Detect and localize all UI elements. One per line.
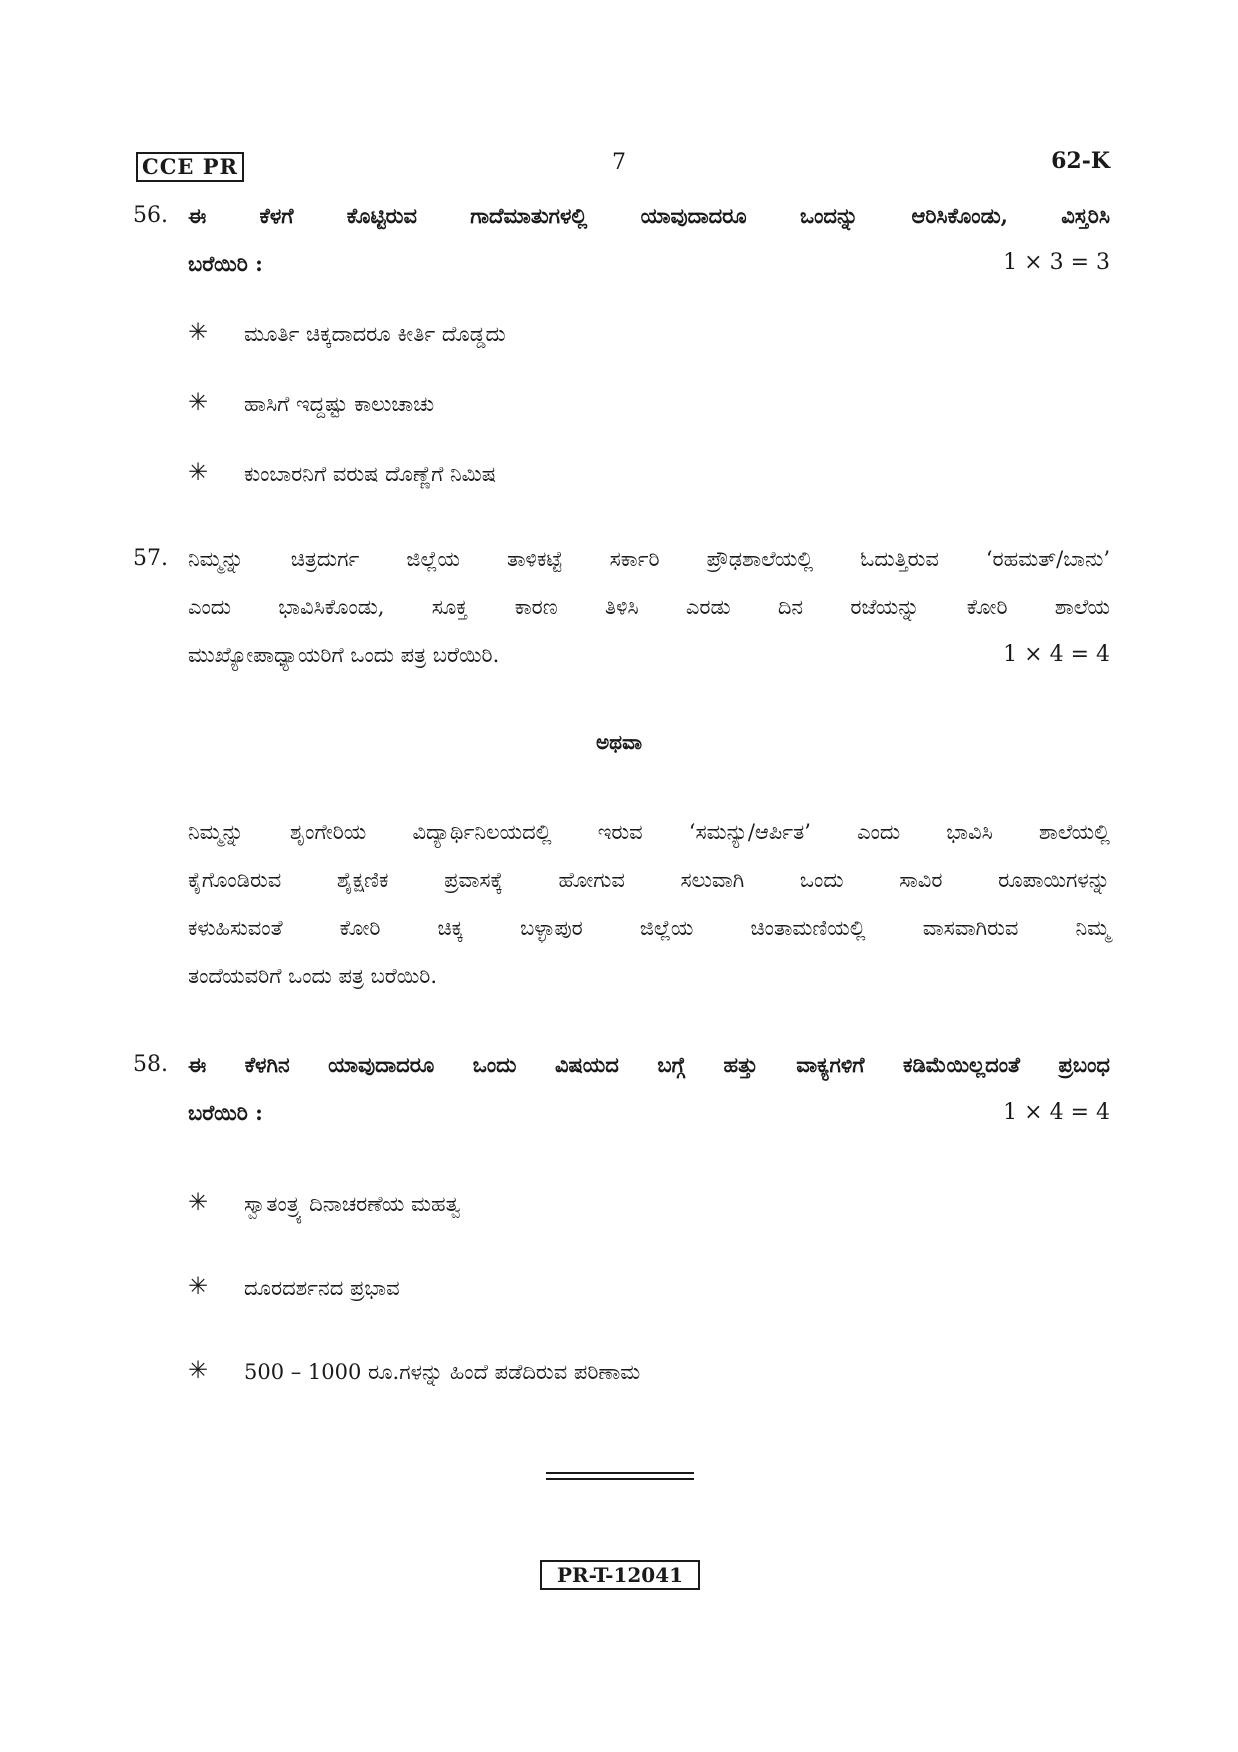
header-series-box: CCE PR bbox=[136, 152, 244, 182]
q56-item-2: ಹಾಸಿಗೆ ಇದ್ದಷ್ಟು ಕಾಲುಚಾಚು bbox=[244, 392, 435, 416]
q58-bullet-2-icon: ✳ bbox=[188, 1272, 209, 1300]
or-label: ಅಥವಾ bbox=[596, 730, 642, 754]
q56-line1: ಈ ಕೆಳಗೆ ಕೊಟ್ಟಿರುವ ಗಾದೆಮಾತುಗಳಲ್ಲಿ ಯಾವುದಾದರೂ ಒಂದನ್ನು ಆರಿಸಿಕೊಂಡು, ವಿಸ್ತರಿಸಿ bbox=[188, 203, 1110, 228]
q56-bullet-2-icon: ✳ bbox=[188, 388, 209, 416]
q58-marks: 1 × 4 = 4 bbox=[1003, 1100, 1110, 1125]
q56-item-3: ಕುಂಬಾರನಿಗೆ ವರುಷ ದೊಣ್ಣೆಗೆ ನಿಮಿಷ bbox=[244, 462, 497, 486]
end-rule-bottom bbox=[546, 1478, 694, 1480]
q56-line2: ಬರೆಯಿರಿ : bbox=[188, 251, 263, 276]
q58-bullet-1-icon: ✳ bbox=[188, 1188, 209, 1216]
q57-number: 57. bbox=[133, 546, 168, 571]
paper-code: 62-K bbox=[1051, 148, 1110, 174]
q57-line2: ಎಂದು ಭಾವಿಸಿಕೊಂಡು, ಸೂಕ್ತ ಕಾರಣ ತಿಳಿಸಿ ಎರಡು ದಿನ ರಜೆಯನ್ನು ಕೋರಿ ಶಾಲೆಯ bbox=[188, 595, 1110, 619]
q57-line1: ನಿಮ್ಮನ್ನು ಚಿತ್ರದುರ್ಗ ಜಿಲ್ಲೆಯ ತಾಳಿಕಟ್ಟೆ ಸರ್ಕಾರಿ ಪ್ರೌಢಶಾಲೆಯಲ್ಲಿ ಓದುತ್ತಿರುವ ‘ರಹಮತ್/ಬಾನು’ bbox=[188, 547, 1110, 571]
q58-line1: ಈ ಕೆಳಗಿನ ಯಾವುದಾದರೂ ಒಂದು ವಿಷಯದ ಬಗ್ಗೆ ಹತ್ತು ವಾಕ್ಯಗಳಿಗೆ ಕಡಿಮೆಯಿಲ್ಲದಂತೆ ಪ್ರಬಂಧ bbox=[188, 1052, 1110, 1077]
q58-item-2: ದೂರದರ್ಶನದ ಪ್ರಭಾವ bbox=[244, 1276, 400, 1300]
q57-marks: 1 × 4 = 4 bbox=[1003, 642, 1110, 667]
q58-bullet-3-icon: ✳ bbox=[188, 1356, 209, 1384]
q56-item-1: ಮೂರ್ತಿ ಚಿಕ್ಕದಾದರೂ ಕೀರ್ತಿ ದೊಡ್ಡದು bbox=[244, 322, 506, 346]
q56-number: 56. bbox=[133, 203, 168, 228]
q57-alt-line1: ನಿಮ್ಮನ್ನು ಶೃಂಗೇರಿಯ ವಿದ್ಯಾರ್ಥಿನಿಲಯದಲ್ಲಿ ಇರುವ ‘ಸಮನ್ಯು/ಆರ್ಪಿತ’ ಎಂದು ಭಾವಿಸಿ ಶಾಲೆಯಲ್ಲಿ bbox=[188, 820, 1110, 844]
q57-alt-line3: ಕಳುಹಿಸುವಂತೆ ಕೋರಿ ಚಿಕ್ಕ ಬಳ್ಳಾಪುರ ಜಿಲ್ಲೆಯ ಚಿಂತಾಮಣಿಯಲ್ಲಿ ವಾಸವಾಗಿರುವ ನಿಮ್ಮ bbox=[188, 916, 1110, 940]
q58-line2: ಬರೆಯಿರಿ : bbox=[188, 1100, 263, 1125]
q57-line3: ಮುಖ್ಯೋಪಾಧ್ಯಾಯರಿಗೆ ಒಂದು ಪತ್ರ ಬರೆಯಿರಿ. bbox=[188, 643, 500, 667]
end-rule-top bbox=[546, 1472, 694, 1474]
q57-alt-line4: ತಂದೆಯವರಿಗೆ ಒಂದು ಪತ್ರ ಬರೆಯಿರಿ. bbox=[188, 964, 438, 988]
q58-item-3: 500 – 1000 ರೂ.ಗಳನ್ನು ಹಿಂದೆ ಪಡೆದಿರುವ ಪರಿಣಾಮ bbox=[244, 1360, 641, 1384]
q56-bullet-1-icon: ✳ bbox=[188, 318, 209, 346]
q58-number: 58. bbox=[133, 1052, 168, 1077]
q58-item-1: ಸ್ವಾತಂತ್ರ್ಯ ದಿನಾಚರಣೆಯ ಮಹತ್ವ bbox=[244, 1192, 461, 1216]
q57-alt-line2: ಕೈಗೊಂಡಿರುವ ಶೈಕ್ಷಣಿಕ ಪ್ರವಾಸಕ್ಕೆ ಹೋಗುವ ಸಲುವಾಗಿ ಒಂದು ಸಾವಿರ ರೂಪಾಯಿಗಳನ್ನು bbox=[188, 868, 1110, 892]
footer-code-box: PR-T-12041 bbox=[540, 1560, 700, 1590]
q56-marks: 1 × 3 = 3 bbox=[1003, 250, 1110, 275]
page-number: 7 bbox=[612, 150, 626, 175]
q56-bullet-3-icon: ✳ bbox=[188, 458, 209, 486]
